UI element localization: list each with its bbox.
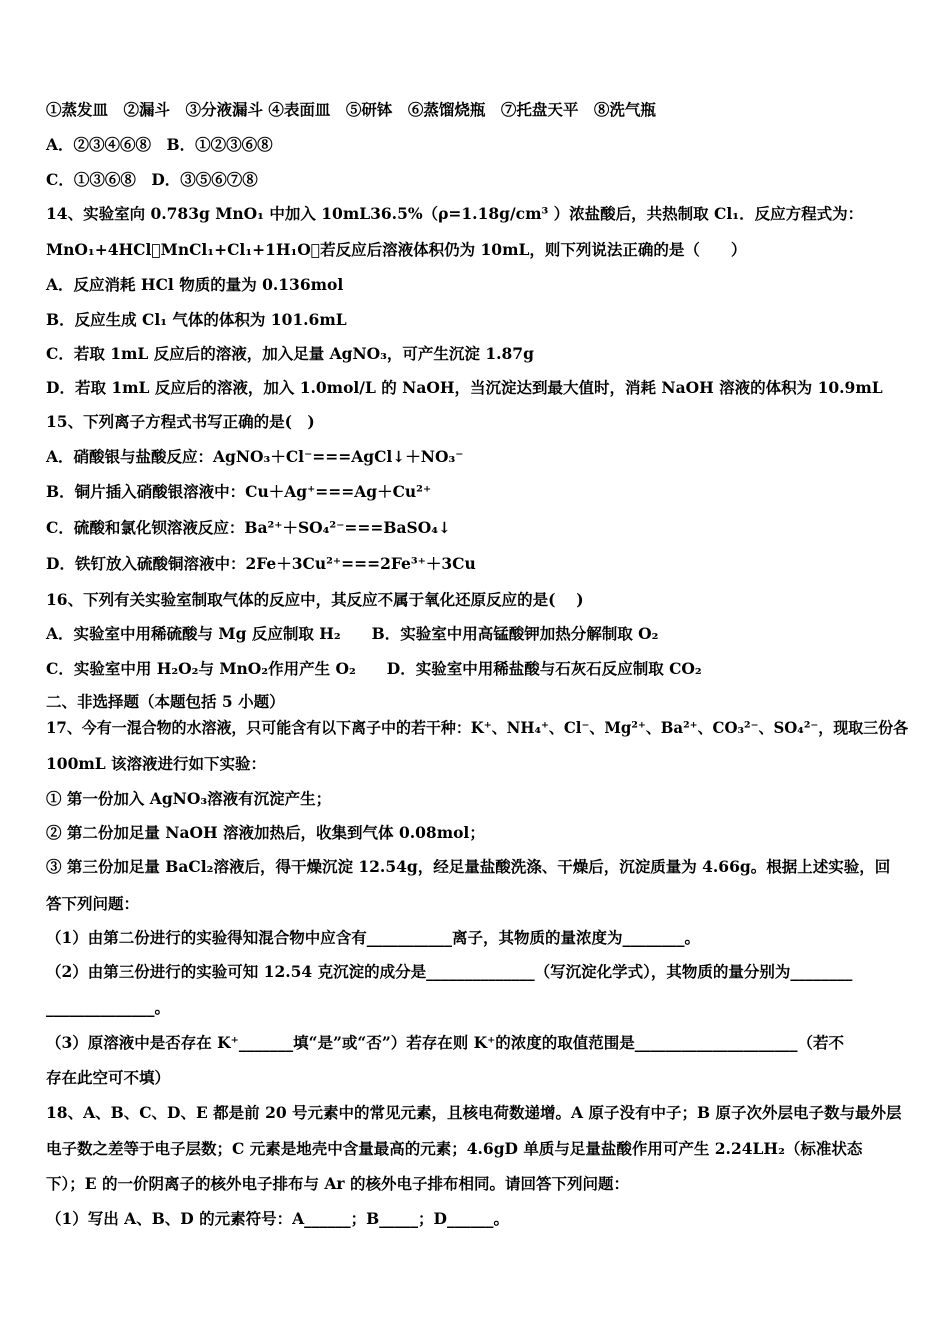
question-14-stem: MnO₁+4HCl⃞MnCl₁+Cl₁+1H₁O，若反应后溶液体积仍为 10mL，则下列说法正确的是（ ） — [46, 240, 747, 259]
question-14-option-c: C．若取 1mL 反应后的溶液，加入足量 AgNO₃，可产生沉淀 1.87g — [46, 344, 534, 363]
question-14-option-d: D．若取 1mL 反应后的溶液，加入 1.0mol/L 的 NaOH，当沉淀达到最大值时，消耗 NaOH 溶液的体积为 10.9mL — [46, 378, 883, 397]
question-17-part-1: （1）由第二份进行的实验得知混合物中应含有___________离子，其物质的量浓度为________。 — [46, 928, 701, 947]
question-17-part-2: （2）由第三份进行的实验可知 12.54 克沉淀的成分是______________（写沉淀化学式），其物质的量分别为________ — [46, 962, 853, 981]
question-14-option-a: A．反应消耗 HCl 物质的量为 0.136mol — [46, 275, 344, 294]
question-17-part-3: 存在此空可不填） — [46, 1068, 171, 1087]
question-15-option-b: B．铜片插入硝酸银溶液中：Cu＋Ag⁺===Ag＋Cu²⁺ — [46, 482, 432, 501]
question-17-step-3: ③ 第三份加足量 BaCl₂溶液后，得干燥沉淀 12.54g，经足量盐酸洗涤、干燥后，沉淀质量为 4.66g。根据上述实验，回 — [46, 857, 891, 876]
question-17-stem: 100mL 该溶液进行如下实验： — [46, 754, 267, 773]
question-15-stem: 15、下列离子方程式书写正确的是( ) — [46, 412, 315, 431]
question-18-stem: 18、A、B、C、D、E 都是前 20 号元素中的常见元素，且核电荷数递增。A 原子没有中子；B 原子次外层电子数与最外层 — [46, 1103, 902, 1122]
question-14-option-b: B．反应生成 Cl₁ 气体的体积为 101.6mL — [46, 310, 347, 329]
question-18-stem: 电子数之差等于电子层数；C 元素是地壳中含量最高的元素；4.6gD 单质与足量盐酸作用可产生 2.24LH₂（标准状态 — [46, 1139, 863, 1158]
question-16-options-cd: C．实验室中用 H₂O₂与 MnO₂作用产生 O₂ D．实验室中用稀盐酸与石灰石反应制取 CO₂ — [46, 659, 702, 678]
choice-line: C．①③⑥⑧ D．③⑤⑥⑦⑧ — [46, 170, 258, 189]
section-heading: 二、非选择题（本题包括 5 小题） — [46, 692, 285, 711]
question-18-part-1: （1）写出 A、B、D 的元素符号：A______；B_____；D______。 — [46, 1209, 509, 1228]
question-15-option-c: C．硫酸和氯化钡溶液反应：Ba²⁺＋SO₄²⁻===BaSO₄↓ — [46, 518, 451, 537]
question-15-option-d: D．铁钉放入硫酸铜溶液中：2Fe＋3Cu²⁺===2Fe³⁺＋3Cu — [46, 554, 476, 573]
question-17-stem: 17、今有一混合物的水溶液，只可能含有以下离子中的若干种：K⁺、NH₄⁺、Cl⁻、Mg²⁺、Ba²⁺、CO₃²⁻、SO₄²⁻，现取三份各 — [46, 718, 909, 737]
question-18-stem: 下）；E 的一价阴离子的核外电子排布与 Ar 的核外电子排布相同。请回答下列问题： — [46, 1174, 629, 1193]
question-14-stem: 14、实验室向 0.783g MnO₁ 中加入 10mL36.5%（ρ=1.18g/cm³ ）浓盐酸后，共热制取 Cl₁．反应方程式为： — [46, 204, 864, 223]
question-17-part-3: （3）原溶液中是否存在 K⁺_______填“是”或“否”）若存在则 K⁺的浓度的取值范围是_____________________（若不 — [46, 1033, 845, 1052]
question-17-step-3: 答下列问题： — [46, 894, 140, 913]
choice-line: A．②③④⑥⑧ B．①②③⑥⑧ — [46, 135, 273, 154]
question-15-option-a: A．硝酸银与盐酸反应：AgNO₃＋Cl⁻===AgCl↓＋NO₃⁻ — [46, 447, 464, 466]
question-17-part-2: ______________。 — [46, 998, 171, 1017]
question-17-step-2: ② 第二份加足量 NaOH 溶液加热后，收集到气体 0.08mol； — [46, 823, 485, 842]
question-17-step-1: ① 第一份加入 AgNO₃溶液有沉淀产生； — [46, 789, 332, 808]
question-16-stem: 16、下列有关实验室制取气体的反应中，其反应不属于氧化还原反应的是( ) — [46, 590, 584, 609]
options-line: ①蒸发皿 ②漏斗 ③分液漏斗 ④表面皿 ⑤研钵 ⑥蒸馏烧瓶 ⑦托盘天平 ⑧洗气瓶 — [46, 100, 656, 119]
question-16-options-ab: A．实验室中用稀硫酸与 Mg 反应制取 H₂ B．实验室中用高锰酸钾加热分解制取 O₂ — [46, 624, 659, 643]
